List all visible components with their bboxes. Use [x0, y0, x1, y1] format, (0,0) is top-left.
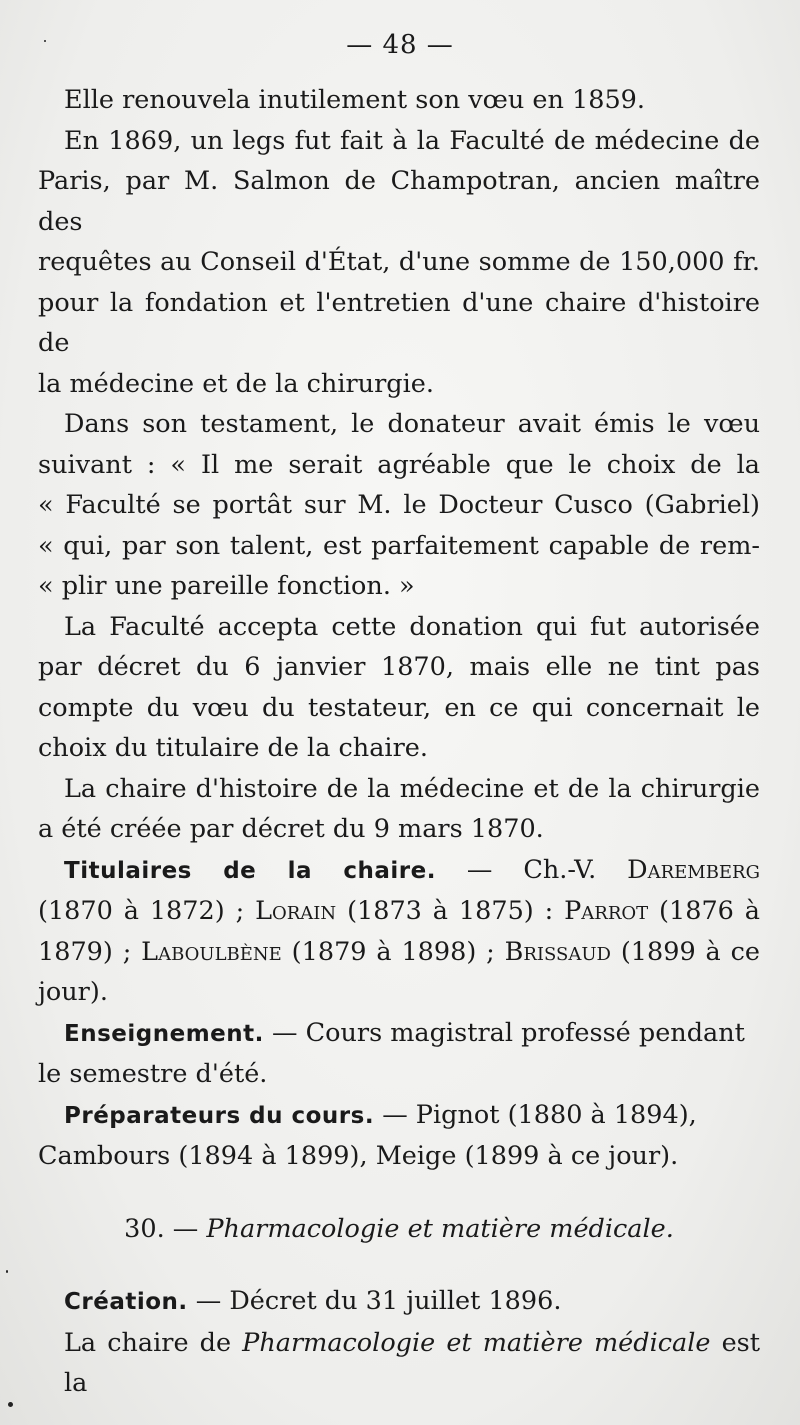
paragraph-2: [38, 121, 760, 405]
text-run-italic: Pharmacologie et matière médicale: [242, 1327, 711, 1358]
body-text: [38, 80, 760, 1404]
dash: —: [466, 854, 493, 885]
text-line: suivant : « Il me serait agréable que le choix de la: [38, 449, 760, 480]
enseignement-paragraph: [38, 1013, 760, 1095]
text-run: (1876 à: [648, 896, 760, 926]
text-line: « qui, par son talent, est parfaitement capable de rem-: [38, 530, 760, 561]
text-run: (1899 à ce: [610, 936, 760, 967]
text-run: est la: [64, 1327, 760, 1398]
text-run: 1879) ;: [38, 936, 142, 967]
preparateurs-heading: Préparateurs du cours.: [64, 1102, 375, 1129]
text-line: « Faculté se portât sur M. le Docteur Cusco (Gabriel): [38, 490, 760, 520]
text-run: (1873 à 1875) :: [336, 896, 565, 926]
titulaires-heading: Titulaires de la chaire.: [64, 857, 436, 884]
spacer: [38, 1249, 760, 1281]
section-name: Pharmacologie et matière médicale.: [206, 1213, 674, 1244]
text-line: [38, 1281, 760, 1323]
text-line: Paris, par M. Salmon de Champotran, ancien maître des: [38, 166, 760, 237]
text-line: « plir une pareille fonction. »: [38, 571, 415, 601]
text-line: choix du titulaire de la chaire.: [38, 733, 428, 763]
name-laboulbene: Laboulbène: [141, 936, 282, 967]
text-line: [38, 932, 760, 973]
preparateurs-paragraph: [38, 1095, 760, 1177]
section-number: 30. —: [124, 1213, 207, 1244]
section-title: [38, 1209, 760, 1250]
text-line: Dans son testament, le donateur avait émis le vœu: [64, 409, 760, 439]
text-run: (1879 à 1898) ;: [281, 936, 505, 967]
speck: [8, 1402, 13, 1407]
name-parrot: Parrot: [564, 896, 649, 926]
creation-paragraph: [38, 1281, 760, 1404]
text-run: Ch.-V.: [523, 854, 628, 885]
page-number: — 48 —: [346, 30, 454, 60]
text-run: La chaire de: [64, 1327, 243, 1358]
text-line: [38, 1013, 760, 1055]
enseignement-heading: Enseignement.: [64, 1020, 264, 1047]
text-line: par décret du 6 janvier 1870, mais elle ne tint pas: [38, 652, 760, 682]
text-line: Cambours (1894 à 1899), Meige (1899 à ce jour).: [38, 1141, 679, 1171]
speck: [6, 1270, 8, 1273]
titulaires-paragraph: [38, 850, 760, 1013]
text-line: En 1869, un legs fut fait à la Faculté de médecine de: [64, 125, 760, 156]
name-lorain: Lorain: [255, 896, 337, 926]
text-line: a été créée par décret du 9 mars 1870.: [38, 814, 544, 844]
text-run: (1870 à 1872) ;: [38, 896, 256, 926]
text-line: la médecine et de la chirurgie.: [38, 368, 434, 399]
name-brissaud: Brissaud: [504, 936, 611, 967]
text-line: [38, 891, 760, 932]
paragraph-3: [38, 404, 760, 607]
text-line: requêtes au Conseil d'État, d'une somme de 150,000 fr.: [38, 247, 760, 277]
text-line: La chaire d'histoire de la médecine et de la chirurgie: [64, 773, 760, 804]
speck: [44, 40, 46, 42]
paragraph-1: [38, 80, 760, 121]
text-line: La Faculté accepta cette donation qui fut autorisée: [64, 611, 760, 642]
creation-heading: Création.: [64, 1289, 188, 1315]
text-run: — Décret du 31 juillet 1896.: [187, 1286, 562, 1316]
text-line: Elle renouvela inutilement son vœu en 1859.: [64, 85, 645, 115]
paragraph-5: [38, 769, 760, 850]
name-daremberg: Daremberg: [627, 854, 760, 885]
text-line: [38, 1323, 760, 1404]
text-line: compte du vœu du testateur, en ce qui concernait le: [38, 692, 760, 723]
text-run: — Cours magistral professé pendant: [263, 1017, 745, 1048]
text-line: pour la fondation et l'entretien d'une chaire d'histoire de: [38, 287, 760, 358]
text-line: [38, 850, 760, 892]
text-line: [38, 1095, 760, 1137]
text-line: jour).: [38, 977, 108, 1007]
text-run: — Pignot (1880 à 1894),: [374, 1099, 697, 1130]
text-line: le semestre d'été.: [38, 1059, 268, 1089]
paragraph-4: [38, 607, 760, 769]
spacer: [38, 1177, 760, 1209]
